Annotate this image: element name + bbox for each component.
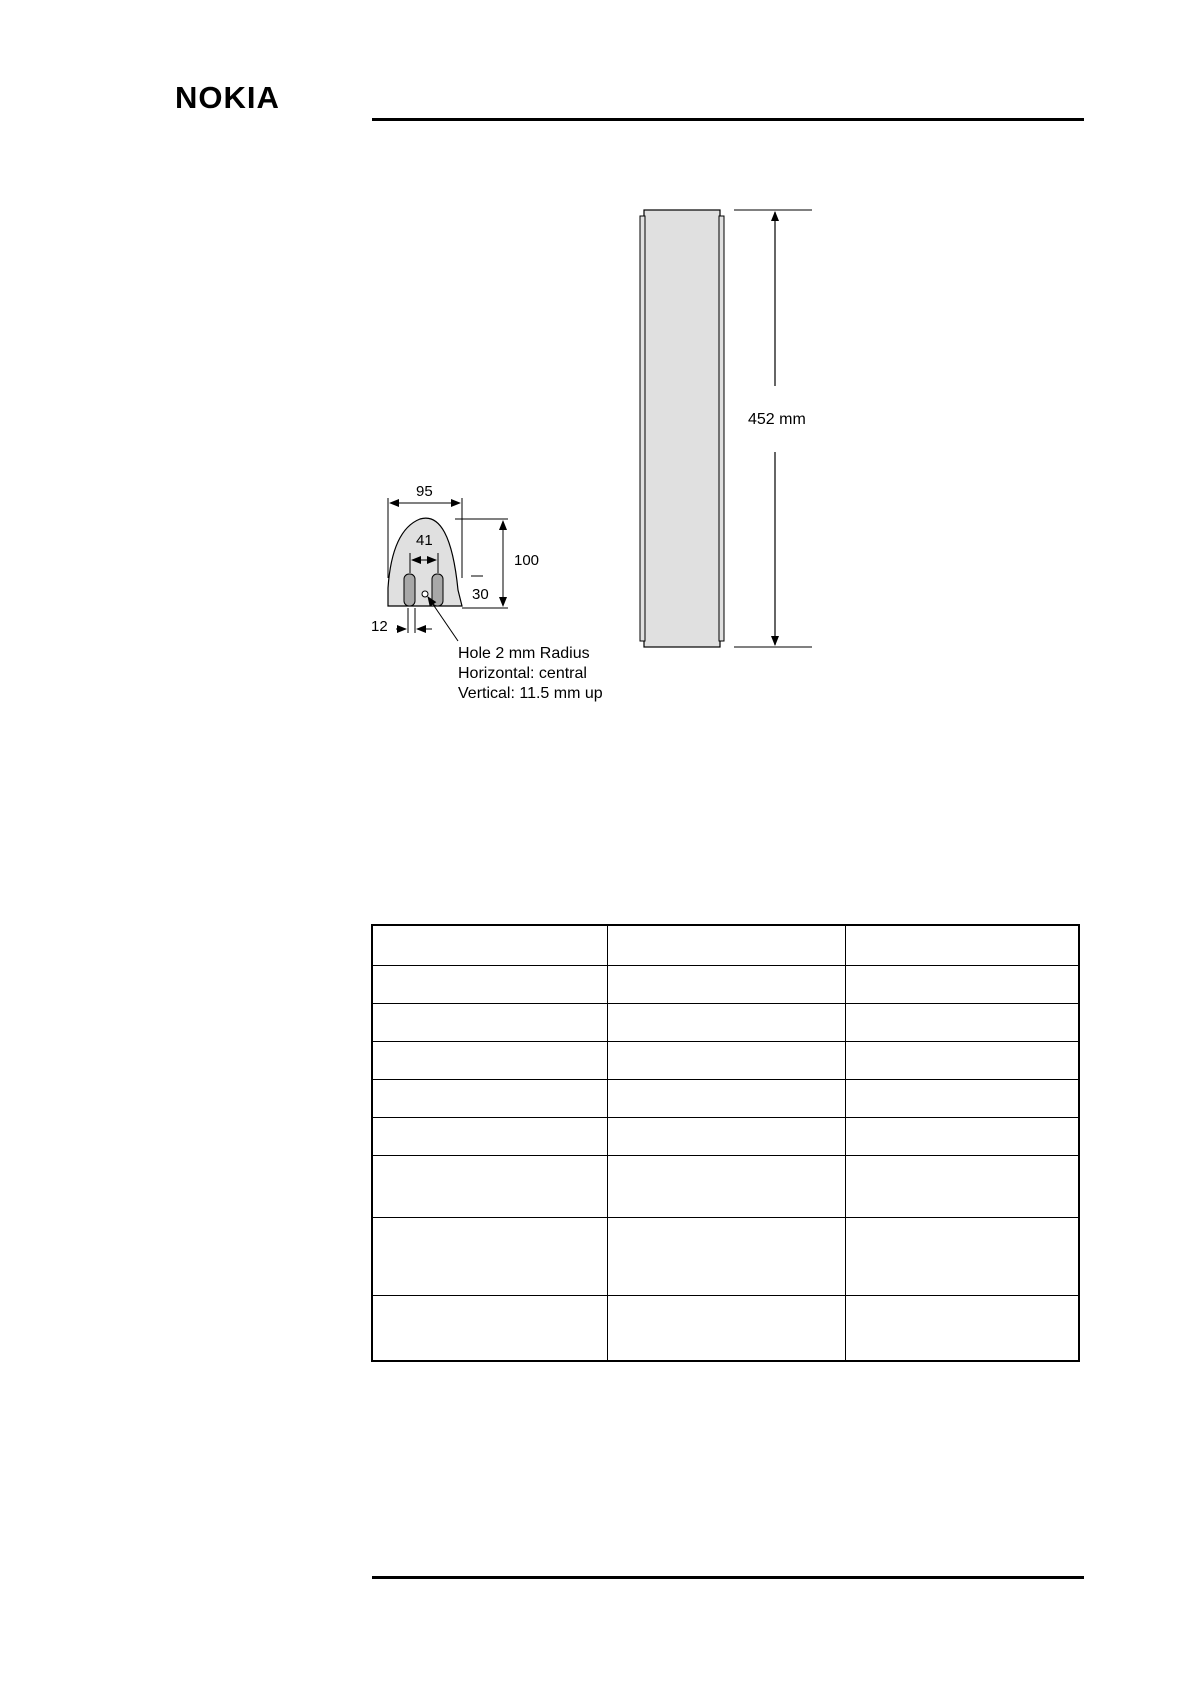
table-cell <box>846 1217 1080 1295</box>
side-view-left-cap <box>640 216 645 641</box>
table-cell <box>608 1041 846 1079</box>
table-row <box>372 925 1079 965</box>
inner-width-label: 41 <box>416 532 433 549</box>
table-row <box>372 1217 1079 1295</box>
table-cell <box>372 1003 608 1041</box>
table-cell <box>372 965 608 1003</box>
table-row <box>372 1117 1079 1155</box>
technical-drawing <box>0 0 1190 760</box>
end-view-slot-right <box>432 574 443 606</box>
table-cell <box>846 925 1080 965</box>
table-cell <box>608 1155 846 1217</box>
table-row <box>372 1003 1079 1041</box>
spec-table <box>371 924 1080 1362</box>
end-view-slot-left <box>404 574 415 606</box>
end-view <box>371 483 603 702</box>
table-cell <box>846 1041 1080 1079</box>
table-cell <box>846 1295 1080 1361</box>
table-row <box>372 1155 1079 1217</box>
side-view-right-cap <box>719 216 724 641</box>
svg-text:NOKIA: NOKIA <box>175 82 280 112</box>
table-cell <box>608 1079 846 1117</box>
table-cell <box>608 1217 846 1295</box>
table-row <box>372 1295 1079 1361</box>
table-cell <box>846 1155 1080 1217</box>
hole-note-line-3: Vertical: 11.5 mm up <box>458 685 603 702</box>
table-cell <box>846 1117 1080 1155</box>
table-cell <box>846 1003 1080 1041</box>
table-cell <box>372 1155 608 1217</box>
table-cell <box>372 925 608 965</box>
table-row <box>372 1079 1079 1117</box>
table-cell <box>372 1079 608 1117</box>
side-view-body <box>644 210 720 647</box>
width-label: 95 <box>416 483 433 500</box>
table-cell <box>608 925 846 965</box>
table-cell <box>608 1117 846 1155</box>
footer-rule <box>372 1576 1084 1579</box>
table-cell <box>372 1295 608 1361</box>
table-cell <box>372 1117 608 1155</box>
table-cell <box>608 1295 846 1361</box>
table-cell <box>608 965 846 1003</box>
table-cell <box>846 965 1080 1003</box>
lower-height-label: 30 <box>472 586 489 603</box>
length-label: 452 mm <box>748 411 806 428</box>
hole-note-line-1: Hole 2 mm Radius <box>458 645 590 662</box>
table-cell <box>846 1079 1080 1117</box>
table-cell <box>372 1041 608 1079</box>
table-row <box>372 965 1079 1003</box>
table-cell <box>372 1217 608 1295</box>
end-view-hole <box>422 591 428 597</box>
table-row <box>372 1041 1079 1079</box>
table-cell <box>608 1003 846 1041</box>
height-label: 100 <box>514 552 540 569</box>
side-view <box>640 210 812 647</box>
slot-offset-label: 12 <box>371 618 388 635</box>
hole-note-line-2: Horizontal: central <box>458 665 587 682</box>
